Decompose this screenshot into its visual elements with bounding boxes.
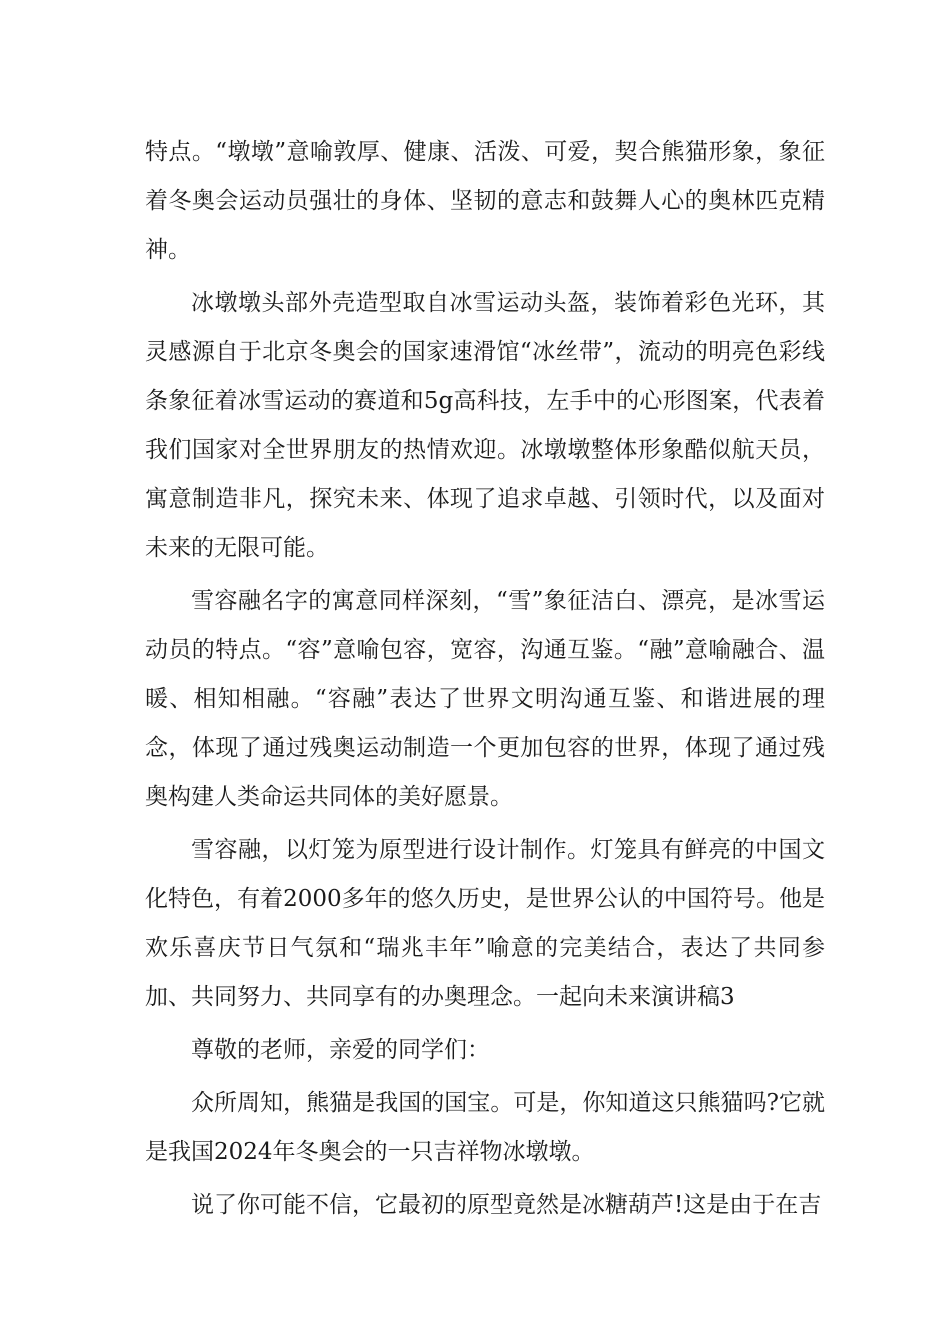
paragraph-7: 说了你可能不信，它最初的原型竟然是冰糖葫芦!这是由于在吉 [191,1192,822,1218]
paragraph-4: 雪容融，以灯笼为原型进行设计制作。灯笼具有鲜亮的中国文化特色，有着2000多年的悠久历史，是世界公认的中国符号。他是欢乐喜庆节日气氛和“瑞兆丰年”喻意的完美结合，表达了共同参加、共同努力、共同享有的办奥理念。一起向未来演讲稿3 [145,837,825,1010]
paragraph-1: 特点。“墩墩”意喻敦厚、健康、活泼、可爱，契合熊猫形象，象征着冬奥会运动员强壮的身体、坚韧的意志和鼓舞人心的奥林匹克精神。 [145,139,825,263]
paragraph-5: 尊敬的老师，亲爱的同学们： [191,1037,490,1063]
document-body [145,128,825,1230]
paragraph-3: 雪容融名字的寓意同样深刻，“雪”象征洁白、漂亮，是冰雪运动员的特点。“容”意喻包容，宽容，沟通互鉴。“融”意喻融合、温暖、相知相融。“容融”表达了世界文明沟通互鉴、和谐进展的理念，体现了通过残奥运动制造一个更加包容的世界，体现了通过残奥构建人类命运共同体的美好愿景。 [145,588,825,810]
paragraph-6: 众所周知，熊猫是我国的国宝。可是，你知道这只熊猫吗?它就是我国2024年冬奥会的一只吉祥物冰墩墩。 [145,1090,825,1165]
paragraph-2: 冰墩墩头部外壳造型取自冰雪运动头盔，装饰着彩色光环，其灵感源自于北京冬奥会的国家速滑馆“冰丝带”，流动的明亮色彩线条象征着冰雪运动的赛道和5g高科技，左手中的心形图案，代表着我们国家对全世界朋友的热情欢迎。冰墩墩整体形象酷似航天员，寓意制造非凡，探究未来、体现了追求卓越、引领时代，以及面对未来的无限可能。 [145,290,825,561]
